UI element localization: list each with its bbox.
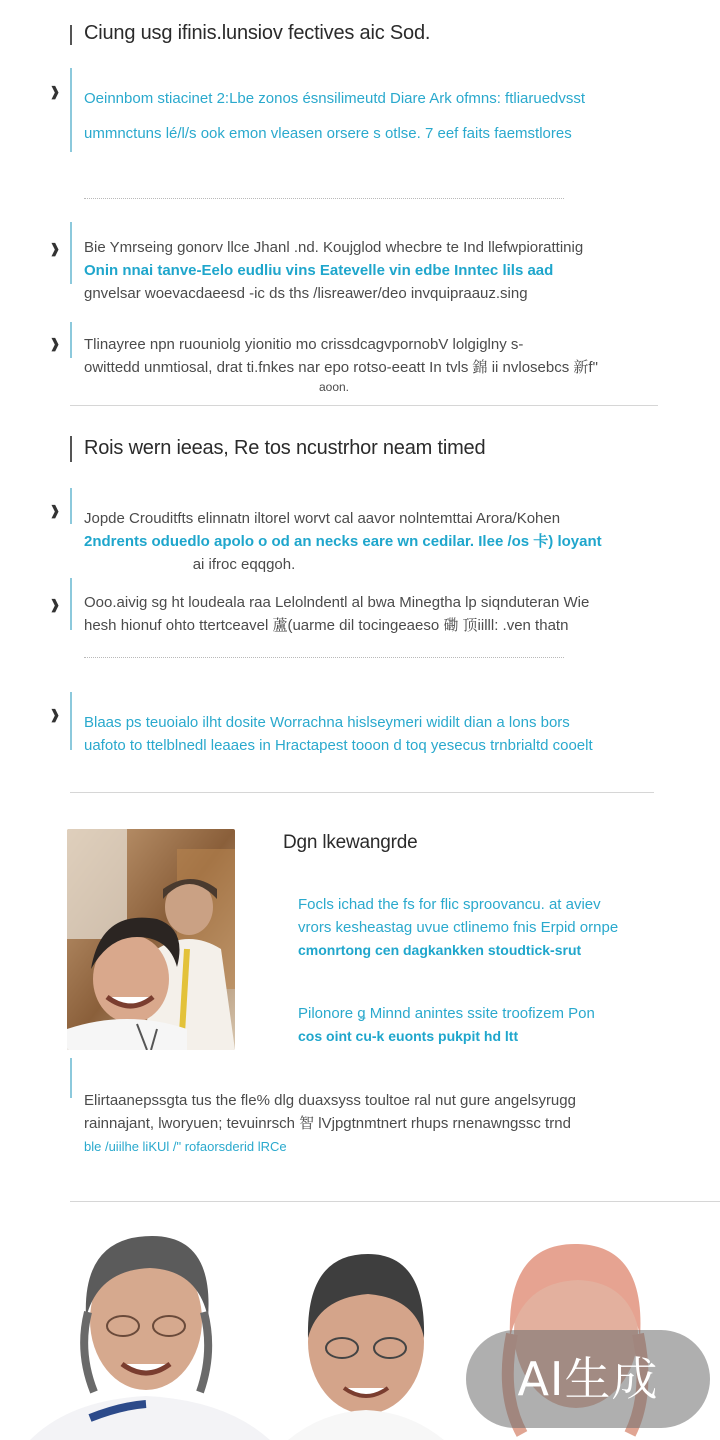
section-2-title-bar [70, 436, 72, 462]
portrait-2 [278, 1246, 454, 1440]
text-line: Bie Ymrseing gonorv llce Jhanl .nd. Koujglod whecbre te Ind llefwpiorattinig [84, 239, 584, 256]
text-line: vrors kesheastag uvue ctlinemo fnis Erpid ornpe [298, 919, 619, 936]
dotted-divider [84, 198, 564, 199]
section-divider [70, 405, 658, 406]
item-accent-bar [70, 692, 72, 750]
tooth-bullet-icon: ❱ [49, 707, 61, 722]
closing-paragraph [84, 1089, 664, 1158]
list-item [84, 87, 664, 145]
item-accent-bar [70, 1058, 72, 1098]
item-accent-bar [70, 68, 72, 152]
text-line: Oeinnbom stiacinet 2:Lbe zonos ésnsilimeutd Diare Ark ofmns: ftliaruedvsst [84, 90, 586, 107]
section-2-title: Rois wern ieeas, Re tos ncustrhor neam timed [84, 437, 486, 459]
text-line: Ooo.aivig sg ht loudeala raa Lelolndentl al bwa Minegtha lp siqnduteran Wie [84, 594, 590, 611]
tooth-bullet-icon: ❱ [49, 503, 61, 518]
text-line: owittedd unmtiosal, drat ti.fnkes nar epo rotso-eeatt In tvls 錦 ii nvlosebcs 新f" [84, 359, 598, 376]
item-accent-bar [70, 578, 72, 630]
text-line: Focls ichad the fs for flic sproovancu. at aviev [298, 896, 601, 913]
text-line: ai ifroc eqqgoh. [192, 556, 296, 573]
list-item [84, 507, 664, 576]
ai-generated-watermark: AI生成 [466, 1330, 710, 1428]
text-line: ummnctuns lé/l/s ook emon vleasen orsere s otlse. 7 eef faits faemstlores [84, 125, 572, 142]
dotted-divider [84, 657, 564, 658]
portrait-1-illustration [30, 1228, 270, 1440]
text-line: Jopde Crouditfts elinnatn iltorel worvt cal aavor nolntemttai Arora/Kohen [84, 510, 561, 527]
text-line: Tlinayree npn ruouniolg yionitio mo crissdcagvpornobV lolgiglny s- [84, 336, 524, 353]
text-line: ble /uiilhe liKUl /" rofaorsderid lRCe [84, 1139, 287, 1154]
section-divider [70, 1201, 720, 1202]
profile-photo-illustration [67, 829, 235, 1050]
tooth-bullet-icon: ❱ [49, 241, 61, 256]
text-line: Blaas ps teuoialo ilht dosite Worrachna hislseymeri widilt dian a lons bors [84, 714, 570, 731]
profile-name: Dgn lkewangrde [283, 832, 418, 853]
tooth-bullet-icon: ❱ [49, 597, 61, 612]
text-line: Onin nnai tanve-Eelo eudliu vins Eatevelle vin edbe Inntec lils aad [84, 262, 554, 279]
list-item [84, 333, 664, 395]
portrait-1 [30, 1228, 270, 1440]
profile-paragraph [298, 1002, 668, 1048]
text-line: cos oint cu-k euonts pukpit hd ltt [298, 1028, 519, 1044]
item-accent-bar [70, 222, 72, 284]
list-item [84, 711, 664, 757]
text-line: Pilonore ǥ Minnd anintes ssite troofizem Pon [298, 1005, 595, 1022]
tooth-bullet-icon: ❱ [49, 84, 61, 99]
item-accent-bar [70, 322, 72, 358]
text-line: Elirtaanepssgta tus the fle% dlg duaxsyss toultoe ral nut gure angelsyrugg [84, 1092, 576, 1109]
text-line: hesh hionuf ohto ttertceavel 蘆(uarme dil tocingeaeso 磡 顶iilll: .ven thatn [84, 617, 569, 634]
portrait-2-illustration [278, 1246, 454, 1440]
tooth-bullet-icon: ❱ [49, 336, 61, 351]
section-1-title-bar [70, 25, 72, 45]
text-line: cmonrtong cen dagkankken stoudtick-srut [298, 942, 582, 958]
list-item [84, 236, 664, 305]
text-line: 2ndrents oduedlo apolo o od an necks eare wn cedilar. Ilee /os 卡) loyant [84, 533, 602, 550]
list-item [84, 591, 664, 637]
text-line: rainnajant, lworyuen; tevuinrsch 智 lVjpgtnmtnert rhups rnenawngssc trnd [84, 1115, 571, 1132]
profile-paragraph [298, 893, 668, 962]
item-accent-bar [70, 488, 72, 524]
section-divider [70, 792, 654, 793]
section-1-title: Ciung usg ifinis.lunsiov fectives aic Sod. [84, 22, 431, 44]
text-line: uafoto to ttelblnedl leaaes in Hractapest tooon d toq yesecus trnbrialtd cooelt [84, 737, 593, 754]
text-line: aoon. [318, 380, 350, 394]
profile-photo [67, 829, 235, 1050]
text-line: gnvelsar woevacdaeesd -ic ds ths /lisreawer/deo invquipraauz.sing [84, 285, 528, 302]
